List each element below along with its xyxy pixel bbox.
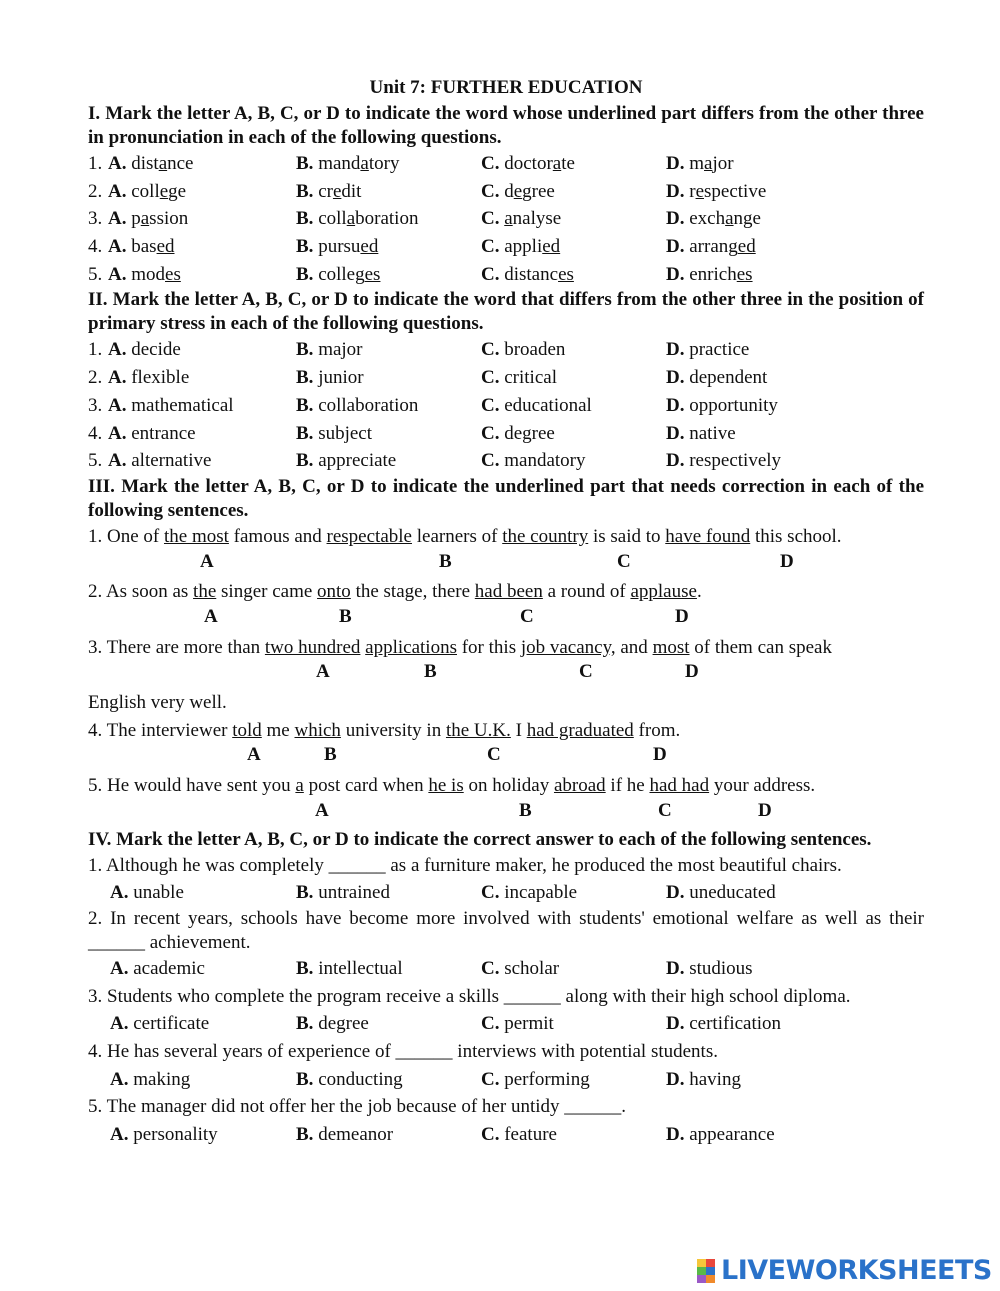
s2-row <box>88 392 924 420</box>
underlined-part: the U.K. <box>445 719 511 741</box>
option-b: B. conducting <box>296 1068 403 1090</box>
option-b: B. pursued <box>296 236 379 258</box>
option-c: C. doctorate <box>481 153 575 174</box>
answer-letter-a: A <box>247 744 261 766</box>
option-b: B. untrained <box>296 882 390 904</box>
option-a: A. entrance <box>108 422 196 444</box>
option-letter: B. <box>296 394 314 416</box>
option-d: D. uneducated <box>666 882 776 904</box>
option-a: A. personality <box>110 1124 218 1146</box>
underlined-part: es <box>736 263 753 285</box>
underlined-part: a <box>552 153 562 174</box>
underlined-part: ed <box>156 236 175 258</box>
option-d: D. certification <box>666 1013 782 1035</box>
option-letter: D. <box>666 153 685 174</box>
underlined-part: have found <box>665 525 751 547</box>
option-d: D. native <box>666 422 736 444</box>
options-row <box>88 879 924 907</box>
option-letter: B. <box>296 957 314 979</box>
option-c: C. broaden <box>481 339 566 361</box>
section-3-letters-3 <box>88 661 924 689</box>
option-letter: B. <box>296 263 314 285</box>
option-letter: A. <box>108 180 127 202</box>
option-b: B. mandatory <box>296 153 400 174</box>
option-d: D. appearance <box>666 1124 775 1146</box>
option-letter: A. <box>108 394 127 416</box>
section-3-question-5: 5. He would have sent you a post card when he is on holiday abroad if he had had your address. <box>88 775 816 797</box>
option-c: C. distances <box>481 263 574 285</box>
answer-letter-b: B <box>424 661 437 683</box>
answer-letter-b: B <box>519 799 532 821</box>
underlined-part: e <box>159 180 169 202</box>
option-letter: D. <box>666 450 685 472</box>
answer-letter-c: C <box>487 744 501 766</box>
option-letter: B. <box>296 1068 314 1090</box>
section-3-letters-1 <box>88 551 924 579</box>
question-stem: 1. Although he was completely ______ as a furniture maker, he produced the most beautiful chairs. <box>88 854 842 876</box>
option-a: A. passion <box>108 208 189 230</box>
option-letter: C. <box>481 263 500 285</box>
worksheet <box>88 76 924 1149</box>
underlined-part: e <box>513 180 523 202</box>
s2-row <box>88 420 924 448</box>
question-number: 1. <box>88 339 103 361</box>
options-row <box>88 1010 924 1038</box>
section-4-questions <box>88 852 924 1149</box>
underlined-part: ed <box>360 236 379 258</box>
underlined-part: the most <box>163 525 229 547</box>
option-a: A. academic <box>110 957 205 979</box>
option-letter: B. <box>296 450 314 472</box>
page-title: Unit 7: FURTHER EDUCATION <box>369 77 643 98</box>
option-letter: B. <box>296 208 314 230</box>
option-letter: A. <box>108 263 127 285</box>
option-letter: D. <box>666 957 685 979</box>
question-number: 3. <box>88 394 103 416</box>
underlined-part: a <box>504 208 513 230</box>
underlined-part: he is <box>428 775 464 797</box>
option-c: C. analyse <box>481 208 562 230</box>
option-c: C. degree <box>481 180 555 202</box>
option-c: C. feature <box>481 1124 557 1146</box>
question-number: 2. <box>88 180 103 202</box>
option-letter: D. <box>666 236 685 258</box>
answer-letter-d: D <box>675 605 689 627</box>
underlined-part: applause <box>630 581 697 603</box>
option-a: A. alternative <box>108 450 212 472</box>
section-3-letters-5 <box>88 800 924 828</box>
answer-letter-c: C <box>579 661 593 683</box>
question-number: 3. <box>88 208 103 230</box>
option-b: B. degree <box>296 1013 369 1035</box>
answer-letter-d: D <box>758 799 772 821</box>
answer-letter-a: A <box>315 799 329 821</box>
underlined-part: a <box>140 208 150 230</box>
underlined-part: respectable <box>326 525 412 547</box>
option-c: C. degree <box>481 422 555 444</box>
option-letter: A. <box>108 208 127 230</box>
option-letter: B. <box>296 422 314 444</box>
option-c: C. educational <box>481 394 592 416</box>
option-a: A. distance <box>108 153 194 174</box>
option-letter: C. <box>481 180 500 202</box>
option-b: B. major <box>296 339 363 361</box>
section-1-questions <box>88 150 924 288</box>
option-d: D. exchange <box>666 208 761 230</box>
underlined-part: es <box>558 263 574 285</box>
section-3-letters-2 <box>88 606 924 634</box>
s2-row <box>88 364 924 392</box>
option-b: B. appreciate <box>296 450 397 472</box>
s2-row <box>88 336 924 364</box>
options-row <box>88 1066 924 1094</box>
underlined-part: es <box>165 263 181 285</box>
option-letter: D. <box>666 1124 685 1146</box>
question-stem: 2. In recent years, schools have become more involved with students' emotional welfare as well as their ______ achievement. <box>88 907 924 953</box>
option-letter: D. <box>666 1013 685 1035</box>
s1-row <box>88 178 924 206</box>
option-c: C. critical <box>481 367 557 389</box>
question-number: 1. <box>88 153 103 174</box>
answer-letter-a: A <box>200 550 214 572</box>
option-letter: B. <box>296 339 314 361</box>
option-letter: B. <box>296 367 314 389</box>
option-d: D. practice <box>666 339 750 361</box>
underlined-part: a <box>158 153 168 174</box>
option-letter: D. <box>666 339 685 361</box>
underlined-part: had had <box>649 775 710 797</box>
option-c: C. mandatory <box>481 450 586 472</box>
option-a: A. based <box>108 236 175 258</box>
option-a: A. unable <box>110 882 184 904</box>
option-d: D. dependent <box>666 367 768 389</box>
question-number: 4. <box>88 236 103 258</box>
option-c: C. performing <box>481 1068 590 1090</box>
option-d: D. respective <box>666 180 767 202</box>
section-3-question-1: 1. One of the most famous and respectable learners of the country is said to have found this school. <box>88 525 842 547</box>
s2-row <box>88 447 924 475</box>
option-letter: B. <box>296 1013 314 1035</box>
option-letter: C. <box>481 1013 500 1035</box>
section-4-heading: IV. Mark the letter A, B, C, or D to indicate the correct answer to each of the following sentences. <box>88 828 872 850</box>
options-row <box>88 1121 924 1149</box>
option-letter: A. <box>108 339 127 361</box>
option-b: B. colleges <box>296 263 381 285</box>
option-letter: A. <box>108 450 127 472</box>
liveworksheets-logo <box>697 1255 992 1286</box>
underlined-part: e <box>695 180 704 202</box>
option-c: C. scholar <box>481 957 560 979</box>
option-letter: A. <box>110 957 129 979</box>
option-letter: C. <box>481 882 500 904</box>
option-letter: C. <box>481 208 500 230</box>
underlined-part: a <box>360 153 369 174</box>
underlined-part: ed <box>542 236 561 258</box>
option-letter: D. <box>666 367 685 389</box>
liveworksheets-logo-text: LIVEWORKSHEETS <box>721 1255 992 1286</box>
option-letter: D. <box>666 208 685 230</box>
option-letter: B. <box>296 180 314 202</box>
option-d: D. opportunity <box>666 394 778 416</box>
answer-letter-d: D <box>653 744 667 766</box>
option-letter: A. <box>108 422 127 444</box>
liveworksheets-logo-icon <box>697 1259 715 1283</box>
option-letter: C. <box>481 957 500 979</box>
answer-letter-c: C <box>658 799 672 821</box>
s1-row <box>88 150 924 178</box>
option-b: B. demeanor <box>296 1124 394 1146</box>
option-letter: C. <box>481 236 500 258</box>
option-letter: B. <box>296 1124 314 1146</box>
option-a: A. mathematical <box>108 394 234 416</box>
section-3-question-3-continued: English very well. <box>88 692 227 714</box>
option-letter: B. <box>296 153 314 174</box>
question-stem: 3. Students who complete the program receive a skills ______ along with their high school diploma. <box>88 985 851 1007</box>
option-letter: C. <box>481 153 500 174</box>
option-letter: A. <box>108 236 127 258</box>
section-3-question-2: 2. As soon as the singer came onto the stage, there had been a round of applause. <box>88 581 702 603</box>
section-2-heading: II. Mark the letter A, B, C, or D to indicate the word that differs from the other three in the position of primary stress in each of the following questions. <box>88 289 924 335</box>
answer-letter-b: B <box>324 744 337 766</box>
option-letter: C. <box>481 1068 500 1090</box>
option-b: B. subject <box>296 422 373 444</box>
option-a: A. making <box>110 1068 191 1090</box>
underlined-part: abroad <box>553 775 606 797</box>
underlined-part: a <box>346 208 356 230</box>
question-stem: 5. The manager did not offer her the job because of her untidy ______. <box>88 1096 627 1118</box>
underlined-part: applications <box>365 636 457 658</box>
section-3-letters-4 <box>88 744 924 772</box>
option-letter: C. <box>481 450 500 472</box>
option-letter: C. <box>481 339 500 361</box>
option-c: C. incapable <box>481 882 578 904</box>
option-b: B. intellectual <box>296 957 403 979</box>
answer-letter-b: B <box>439 550 452 572</box>
question-number: 5. <box>88 450 103 472</box>
answer-letter-d: D <box>780 550 794 572</box>
option-d: D. enriches <box>666 263 753 285</box>
underlined-part: which <box>294 719 341 741</box>
option-c: C. permit <box>481 1013 554 1035</box>
option-d: D. studious <box>666 957 753 979</box>
options-row <box>88 955 924 983</box>
option-letter: C. <box>481 422 500 444</box>
option-a: A. certificate <box>110 1013 210 1035</box>
option-a: A. flexible <box>108 367 190 389</box>
underlined-part: onto <box>317 581 351 603</box>
option-b: B. credit <box>296 180 362 202</box>
s1-row <box>88 233 924 261</box>
section-1-heading: I. Mark the letter A, B, C, or D to indicate the word whose underlined part differs from the other three in pronunciation in each of the following questions. <box>88 103 924 148</box>
underlined-part: had graduated <box>526 719 634 741</box>
option-d: D. arranged <box>666 236 756 258</box>
option-letter: A. <box>110 1124 129 1146</box>
option-letter: C. <box>481 394 500 416</box>
option-letter: D. <box>666 882 685 904</box>
underlined-part: a <box>704 153 713 174</box>
option-b: B. collaboration <box>296 208 419 230</box>
underlined-part: the country <box>502 525 589 547</box>
option-letter: D. <box>666 263 685 285</box>
answer-letter-c: C <box>617 550 631 572</box>
answer-letter-a: A <box>204 605 218 627</box>
option-letter: A. <box>108 367 127 389</box>
underlined-part: ed <box>737 236 756 258</box>
s1-row <box>88 205 924 233</box>
underlined-part: a <box>295 775 304 797</box>
question-stem: 4. He has several years of experience of ______ interviews with potential students. <box>88 1041 718 1062</box>
underlined-part: had been <box>474 581 543 603</box>
answer-letter-c: C <box>520 605 534 627</box>
option-letter: A. <box>108 153 127 174</box>
question-number: 4. <box>88 422 103 444</box>
section-3-question-4: 4. The interviewer told me which university in the U.K. I had graduated from. <box>88 719 681 741</box>
underlined-part: e <box>332 180 342 202</box>
option-d: D. having <box>666 1068 741 1090</box>
option-b: B. junior <box>296 367 364 389</box>
option-c: C. applied <box>481 236 561 258</box>
option-a: A. modes <box>108 263 181 285</box>
underlined-part: es <box>364 263 381 285</box>
option-d: D. major <box>666 153 734 174</box>
section-3-question-3: 3. There are more than two hundred applications for this job vacancy, and most of them can speak <box>88 636 832 658</box>
section-2-questions <box>88 336 924 474</box>
underlined-part: job vacancy, <box>520 636 616 658</box>
option-a: A. decide <box>108 339 181 361</box>
answer-letter-b: B <box>339 605 352 627</box>
question-number: 2. <box>88 367 103 389</box>
option-letter: B. <box>296 882 314 904</box>
option-letter: B. <box>296 236 314 258</box>
option-a: A. college <box>108 180 187 202</box>
option-letter: A. <box>110 1068 129 1090</box>
option-letter: A. <box>110 882 129 904</box>
underlined-part: two hundred <box>264 636 361 658</box>
option-letter: D. <box>666 180 685 202</box>
option-letter: C. <box>481 367 500 389</box>
underlined-part: told <box>232 719 262 741</box>
option-letter: C. <box>481 1124 500 1146</box>
option-d: D. respectively <box>666 450 782 472</box>
underlined-part: most <box>652 636 690 658</box>
section-3-heading: III. Mark the letter A, B, C, or D to indicate the underlined part that needs correction in each of the following sentences. <box>88 475 924 521</box>
option-letter: A. <box>110 1013 129 1035</box>
answer-letter-d: D <box>685 661 699 683</box>
option-letter: D. <box>666 1068 685 1090</box>
option-b: B. collaboration <box>296 394 419 416</box>
answer-letter-a: A <box>316 661 330 683</box>
question-number: 5. <box>88 263 103 285</box>
s1-row <box>88 261 924 289</box>
option-letter: D. <box>666 422 685 444</box>
underlined-part: the <box>193 581 217 603</box>
underlined-part: a <box>725 208 734 230</box>
option-letter: D. <box>666 394 685 416</box>
